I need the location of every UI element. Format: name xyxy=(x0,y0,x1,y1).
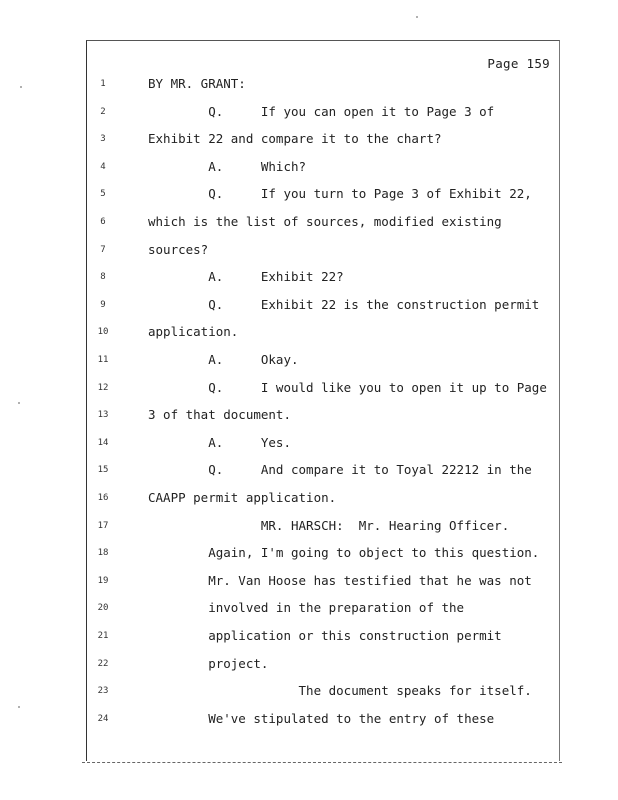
line-number: 20 xyxy=(97,603,109,614)
transcript-line xyxy=(0,681,618,701)
line-number: 7 xyxy=(100,244,106,255)
transcript-line xyxy=(0,240,618,260)
line-number: 23 xyxy=(97,686,109,697)
line-text: application or this construction permit xyxy=(148,628,502,643)
transcript-line xyxy=(0,267,618,287)
page-number: Page 159 xyxy=(487,56,550,71)
line-number: 21 xyxy=(97,631,109,641)
line-text: project. xyxy=(148,655,269,671)
transcript-line xyxy=(0,102,618,122)
line-number: 24 xyxy=(97,713,109,724)
line-text: sources? xyxy=(148,241,209,257)
line-number: 11 xyxy=(97,355,109,365)
transcript-line xyxy=(0,709,618,729)
transcript-line xyxy=(0,322,618,342)
transcript-line xyxy=(0,571,618,591)
line-text: MR. HARSCH: Mr. Hearing Officer. xyxy=(148,517,510,533)
line-number: 16 xyxy=(97,493,109,503)
line-number: 2 xyxy=(100,106,106,117)
line-number: 3 xyxy=(100,134,106,145)
transcript-line xyxy=(0,184,618,204)
line-number: 4 xyxy=(100,161,106,172)
transcript-line xyxy=(0,212,618,232)
line-number: 8 xyxy=(100,272,106,283)
line-number: 18 xyxy=(97,548,109,559)
transcript-line xyxy=(0,157,618,177)
bottom-rule xyxy=(82,762,562,763)
line-text: application. xyxy=(148,324,239,340)
line-text: A. Exhibit 22? xyxy=(148,269,344,285)
scan-speck xyxy=(18,706,20,708)
transcript-line xyxy=(0,405,618,425)
line-text: Q. If you can open it to Page 3 of xyxy=(148,103,495,119)
line-number: 13 xyxy=(97,410,109,421)
transcript-line xyxy=(0,543,618,563)
transcript-line xyxy=(0,598,618,618)
transcript-line xyxy=(0,626,618,646)
line-text: A. Okay. xyxy=(148,352,299,367)
transcript-line xyxy=(0,74,618,94)
line-number: 17 xyxy=(97,520,109,531)
line-text: The document speaks for itself. xyxy=(148,683,532,699)
line-number: 10 xyxy=(97,327,109,338)
line-text: BY MR. GRANT: xyxy=(148,76,246,91)
line-number: 1 xyxy=(100,79,106,89)
line-number: 22 xyxy=(97,658,109,669)
line-text: which is the list of sources, modified existing xyxy=(148,214,502,229)
transcript-line xyxy=(0,516,618,536)
line-text: A. Yes. xyxy=(148,434,291,450)
line-text: 3 of that document. xyxy=(148,407,291,423)
line-text: involved in the preparation of the xyxy=(148,600,465,616)
line-number: 6 xyxy=(100,217,106,227)
line-text: Mr. Van Hoose has testified that he was not xyxy=(148,572,532,588)
transcript-line xyxy=(0,654,618,674)
line-number: 14 xyxy=(97,437,109,448)
transcript-line xyxy=(0,350,618,370)
transcript-line xyxy=(0,433,618,453)
line-text: Q. Exhibit 22 is the construction permit xyxy=(148,296,540,312)
line-text: Q. And compare it to Toyal 22212 in the xyxy=(148,462,532,478)
line-text: Exhibit 22 and compare it to the chart? xyxy=(148,131,442,147)
line-number: 9 xyxy=(100,299,106,310)
transcript-line xyxy=(0,460,618,480)
line-number: 12 xyxy=(97,382,109,393)
line-text: A. Which? xyxy=(148,158,307,174)
line-text: Again, I'm going to object to this question. xyxy=(148,545,540,561)
transcript-line xyxy=(0,295,618,315)
transcript-line xyxy=(0,378,618,398)
line-number: 15 xyxy=(97,465,109,476)
line-number: 5 xyxy=(100,189,106,200)
line-number: 19 xyxy=(97,575,109,586)
line-text: CAAPP permit application. xyxy=(148,490,337,505)
transcript-line xyxy=(0,488,618,508)
transcript-line xyxy=(0,129,618,149)
line-text: Q. If you turn to Page 3 of Exhibit 22, xyxy=(148,186,532,202)
line-text: Q. I would like you to open it up to Page xyxy=(148,379,547,395)
scan-speck xyxy=(18,402,20,404)
line-text: We've stipulated to the entry of these xyxy=(148,710,495,726)
scan-speck xyxy=(416,16,418,18)
